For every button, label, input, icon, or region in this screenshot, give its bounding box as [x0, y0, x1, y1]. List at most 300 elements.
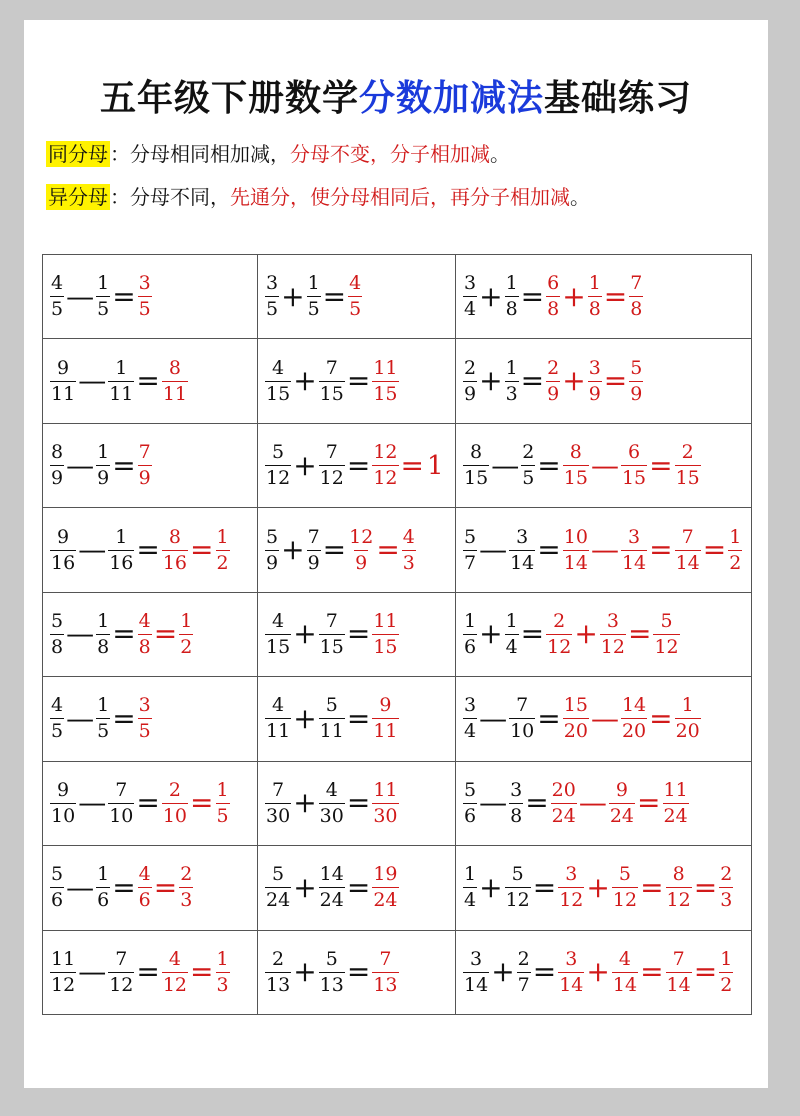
fraction [371, 863, 399, 912]
equals-sign: = [400, 448, 424, 482]
denominator: 30 [373, 804, 398, 827]
equation [264, 526, 455, 575]
fraction [662, 779, 690, 828]
fraction [462, 863, 478, 912]
fraction [462, 272, 478, 321]
equals-sign: = [537, 701, 561, 735]
numerator: 5 [464, 525, 477, 548]
denominator: 8 [588, 298, 601, 321]
numerator: 1 [307, 272, 320, 295]
denominator: 16 [109, 551, 134, 574]
exercise-cell [43, 761, 258, 845]
numerator: 2 [180, 863, 193, 886]
denominator: 6 [97, 889, 110, 912]
denominator: 10 [510, 720, 535, 743]
plus-sign: + [479, 617, 503, 651]
numerator: 1 [720, 947, 733, 970]
denominator: 5 [138, 720, 151, 743]
denominator: 5 [138, 298, 151, 321]
equals-sign: = [693, 955, 718, 989]
minus-sign: — [66, 870, 95, 904]
fraction [520, 441, 536, 490]
numerator: 1 [216, 947, 229, 970]
equals-sign: = [649, 448, 673, 482]
denominator: 15 [266, 635, 291, 658]
denominator: 9 [464, 382, 477, 405]
denominator: 15 [266, 382, 291, 405]
numerator: 3 [138, 272, 151, 295]
numerator: 2 [547, 356, 560, 379]
denominator: 5 [349, 298, 362, 321]
denominator: 9 [138, 467, 151, 490]
equals-sign: = [346, 448, 371, 482]
numerator: 14 [621, 694, 647, 717]
equation [462, 610, 751, 659]
numerator: 11 [51, 947, 76, 970]
plus-sign: + [574, 617, 598, 651]
denominator: 15 [319, 382, 344, 405]
denominator: 16 [51, 551, 76, 574]
plus-sign: + [293, 448, 317, 482]
fraction [137, 272, 153, 321]
denominator: 10 [109, 804, 134, 827]
exercise-row [43, 423, 752, 507]
fraction [371, 610, 399, 659]
fraction [462, 441, 490, 490]
fraction [318, 694, 346, 743]
numerator: 4 [138, 609, 151, 632]
equation [49, 357, 257, 406]
equation [264, 863, 455, 912]
denominator: 9 [307, 551, 320, 574]
fraction [264, 610, 292, 659]
denominator: 20 [621, 720, 647, 743]
denominator: 12 [547, 635, 572, 658]
numerator: 1 [505, 609, 518, 632]
exercise-cell [258, 339, 456, 423]
denominator: 12 [654, 635, 679, 658]
fraction [674, 526, 702, 575]
denominator: 8 [138, 635, 151, 658]
denominator: 7 [464, 551, 477, 574]
numerator: 5 [272, 863, 285, 886]
exercise-cell [456, 339, 752, 423]
fraction [371, 948, 399, 997]
fraction [620, 526, 648, 575]
fraction [264, 863, 292, 912]
numerator: 9 [57, 525, 70, 548]
fraction [49, 357, 77, 406]
fraction [611, 948, 639, 997]
denominator: 14 [675, 551, 700, 574]
denominator: 15 [373, 382, 398, 405]
denominator: 3 [216, 973, 229, 996]
numerator: 11 [663, 778, 688, 801]
numerator: 4 [51, 694, 64, 717]
numerator: 6 [547, 272, 560, 295]
minus-sign: — [578, 786, 607, 820]
denominator: 24 [266, 889, 291, 912]
numerator: 1 [115, 525, 128, 548]
plus-sign: + [281, 279, 305, 313]
denominator: 2 [729, 551, 742, 574]
rule1-text: 分母相同相加减， [130, 142, 290, 166]
denominator: 30 [266, 804, 291, 827]
fraction [620, 694, 648, 743]
numerator: 1 [97, 863, 110, 886]
fraction [628, 272, 644, 321]
fraction [562, 694, 590, 743]
numerator: 8 [51, 441, 64, 464]
denominator: 6 [464, 635, 477, 658]
fraction [137, 863, 153, 912]
fraction [107, 779, 135, 828]
equals-sign: = [112, 448, 136, 482]
denominator: 24 [373, 889, 398, 912]
plus-sign: + [586, 870, 610, 904]
equation [462, 357, 751, 406]
minus-sign: — [590, 533, 619, 567]
exercise-cell [258, 255, 456, 339]
plus-sign: + [479, 870, 503, 904]
rule1-red-text: 分母不变，分子相加减 [290, 142, 490, 166]
fraction [178, 610, 194, 659]
fraction [264, 779, 292, 828]
denominator: 12 [505, 889, 530, 912]
numerator: 2 [517, 947, 530, 970]
fraction [371, 441, 399, 490]
fraction [215, 779, 231, 828]
rule2-label: 异分母 [48, 185, 108, 209]
denominator: 3 [720, 889, 733, 912]
denominator: 24 [319, 889, 344, 912]
fraction [557, 948, 585, 997]
numerator: 19 [373, 863, 398, 886]
fraction [371, 779, 399, 828]
denominator: 20 [563, 720, 588, 743]
numerator: 3 [138, 694, 151, 717]
fraction [264, 526, 280, 575]
denominator: 5 [51, 298, 64, 321]
fraction [95, 610, 111, 659]
fraction [264, 357, 292, 406]
plus-sign: + [479, 279, 503, 313]
fraction [599, 610, 627, 659]
exercise-cell [258, 930, 456, 1015]
numerator: 1 [180, 609, 193, 632]
numerator: 11 [373, 609, 398, 632]
fraction [49, 441, 65, 490]
minus-sign: — [590, 701, 619, 735]
equals-sign: = [112, 870, 136, 904]
numerator: 1 [97, 272, 110, 295]
numerator: 1 [505, 356, 518, 379]
fraction [49, 694, 65, 743]
fraction [49, 948, 77, 997]
equation [49, 441, 257, 490]
denominator: 11 [51, 382, 76, 405]
fraction [215, 948, 231, 997]
fraction [608, 779, 636, 828]
fraction [504, 610, 520, 659]
denominator: 8 [51, 635, 64, 658]
exercise-cell [258, 423, 456, 507]
equation [49, 948, 257, 997]
minus-sign: — [491, 448, 520, 482]
exercise-cell [456, 761, 752, 845]
equation [462, 694, 751, 743]
equation [462, 779, 751, 828]
denominator: 2 [180, 635, 193, 658]
numerator: 1 [97, 694, 110, 717]
denominator: 6 [464, 804, 477, 827]
fraction [371, 694, 399, 743]
denominator: 24 [551, 804, 576, 827]
fraction [161, 948, 189, 997]
denominator: 5 [307, 298, 320, 321]
fraction [371, 357, 399, 406]
exercise-cell [258, 761, 456, 845]
equals-sign: = [112, 701, 136, 735]
equation [264, 441, 455, 490]
equals-sign: = [112, 617, 136, 651]
fraction [504, 272, 520, 321]
minus-sign: — [78, 786, 107, 820]
fraction [718, 863, 734, 912]
plus-sign: + [293, 617, 317, 651]
denominator: 14 [563, 551, 588, 574]
numerator: 3 [464, 694, 477, 717]
equation [264, 357, 455, 406]
equation [462, 863, 751, 912]
rule2-colon: ： [110, 185, 130, 209]
denominator: 8 [547, 298, 560, 321]
numerator: 4 [138, 863, 151, 886]
equals-sign: = [520, 279, 545, 313]
numerator: 3 [464, 272, 477, 295]
exercise-cell [258, 846, 456, 930]
fraction [508, 779, 524, 828]
denominator: 5 [216, 804, 229, 827]
fraction [674, 694, 702, 743]
numerator: 3 [516, 525, 529, 548]
equation [264, 948, 455, 997]
numerator: 8 [470, 441, 483, 464]
denominator: 13 [319, 973, 344, 996]
numerator: 4 [168, 947, 181, 970]
fraction [318, 357, 346, 406]
fraction [508, 694, 536, 743]
denominator: 4 [464, 720, 477, 743]
numerator: 6 [627, 441, 641, 464]
fraction [306, 526, 322, 575]
numerator: 3 [588, 356, 601, 379]
equals-sign: = [525, 786, 549, 820]
plus-sign: + [293, 955, 317, 989]
numerator: 1 [216, 525, 229, 548]
numerator: 3 [510, 778, 523, 801]
equals-sign: = [532, 955, 557, 989]
numerator: 1 [729, 525, 742, 548]
numerator: 2 [553, 609, 566, 632]
equation [49, 694, 257, 743]
fraction [178, 863, 194, 912]
exercise-cell [43, 677, 258, 761]
minus-sign: — [78, 955, 107, 989]
fraction [49, 863, 65, 912]
exercise-row [43, 255, 752, 339]
numerator: 1 [464, 609, 477, 632]
denominator: 4 [464, 889, 477, 912]
numerator: 5 [272, 441, 285, 464]
fraction [401, 526, 417, 575]
minus-sign: — [66, 279, 95, 313]
fraction [137, 694, 153, 743]
numerator: 4 [402, 525, 415, 548]
plus-sign: + [293, 786, 317, 820]
worksheet-page [24, 20, 768, 1088]
equals-sign: = [346, 786, 371, 820]
fraction [587, 357, 603, 406]
denominator: 12 [162, 973, 188, 996]
denominator: 8 [97, 635, 110, 658]
plus-sign: + [293, 870, 317, 904]
fraction [318, 863, 346, 912]
denominator: 5 [51, 720, 64, 743]
denominator: 12 [559, 889, 584, 912]
fraction [462, 694, 478, 743]
fraction [49, 779, 77, 828]
rule1-label: 同分母 [48, 142, 108, 166]
fraction [95, 272, 111, 321]
rule2-red-text: 先通分，使分母相同后，再分子相加减 [230, 185, 570, 209]
numerator: 5 [618, 863, 632, 886]
equals-sign: = [640, 870, 664, 904]
fraction [550, 779, 578, 828]
denominator: 12 [109, 973, 134, 996]
numerator: 1 [681, 694, 694, 717]
fraction [545, 357, 561, 406]
minus-sign: — [78, 364, 107, 398]
numerator: 8 [168, 525, 181, 548]
plus-sign: + [293, 701, 317, 735]
fraction [95, 441, 111, 490]
fraction [264, 694, 292, 743]
whole-number: 1 [426, 450, 444, 481]
denominator: 20 [675, 720, 700, 743]
equals-sign: = [603, 279, 628, 313]
numerator: 7 [630, 272, 643, 295]
fraction [264, 441, 292, 490]
denominator: 24 [663, 804, 688, 827]
numerator: 2 [168, 778, 181, 801]
denominator: 3 [402, 551, 415, 574]
numerator: 15 [563, 694, 588, 717]
numerator: 7 [325, 356, 338, 379]
equation [462, 441, 751, 490]
equation [49, 272, 257, 321]
denominator: 30 [319, 804, 344, 827]
numerator: 1 [97, 441, 110, 464]
denominator: 3 [505, 382, 518, 405]
fraction [49, 272, 65, 321]
numerator: 9 [57, 778, 70, 801]
fraction [264, 272, 280, 321]
fraction [652, 610, 680, 659]
equals-sign: = [537, 448, 561, 482]
fraction [215, 526, 231, 575]
equation [264, 272, 455, 321]
numerator: 5 [511, 863, 524, 886]
numerator: 5 [464, 778, 477, 801]
plus-sign: + [479, 364, 503, 398]
exercise-cell [43, 423, 258, 507]
exercise-cell [456, 846, 752, 930]
numerator: 5 [660, 609, 673, 632]
equation [264, 694, 455, 743]
denominator: 14 [621, 551, 647, 574]
numerator: 4 [272, 609, 285, 632]
numerator: 3 [266, 272, 279, 295]
numerator: 4 [349, 272, 362, 295]
numerator: 12 [373, 441, 398, 464]
fraction [95, 694, 111, 743]
equals-sign: = [627, 617, 652, 651]
fraction [137, 441, 153, 490]
equals-sign: = [640, 955, 664, 989]
denominator: 2 [720, 973, 733, 996]
fraction [318, 779, 346, 828]
exercise-cell [43, 508, 258, 592]
denominator: 6 [51, 889, 64, 912]
exercise-cell [43, 255, 258, 339]
numerator: 3 [565, 863, 578, 886]
denominator: 9 [355, 551, 368, 574]
equation [264, 779, 455, 828]
numerator: 7 [325, 609, 338, 632]
denominator: 12 [612, 889, 638, 912]
equation [462, 526, 751, 575]
equals-sign: = [322, 279, 347, 313]
exercise-cell [456, 423, 752, 507]
equals-sign: = [322, 533, 347, 567]
plus-sign: + [562, 364, 586, 398]
denominator: 8 [630, 298, 643, 321]
numerator: 12 [349, 525, 374, 548]
exercise-cell [456, 930, 752, 1015]
rule2-text: 分母不同， [130, 185, 230, 209]
rule1-colon: ： [110, 142, 130, 166]
denominator: 12 [51, 973, 76, 996]
fraction [137, 610, 153, 659]
rule1-end: 。 [490, 142, 510, 166]
numerator: 4 [51, 272, 64, 295]
equation [49, 863, 257, 912]
denominator: 14 [464, 973, 489, 996]
denominator: 4 [505, 635, 518, 658]
denominator: 9 [630, 382, 643, 405]
numerator: 4 [325, 778, 338, 801]
denominator: 14 [666, 973, 691, 996]
denominator: 15 [319, 635, 344, 658]
equals-sign: = [520, 364, 545, 398]
fraction [462, 779, 478, 828]
numerator: 1 [115, 356, 128, 379]
equals-sign: = [702, 533, 727, 567]
numerator: 2 [720, 863, 733, 886]
exercise-row [43, 677, 752, 761]
numerator: 2 [681, 441, 694, 464]
